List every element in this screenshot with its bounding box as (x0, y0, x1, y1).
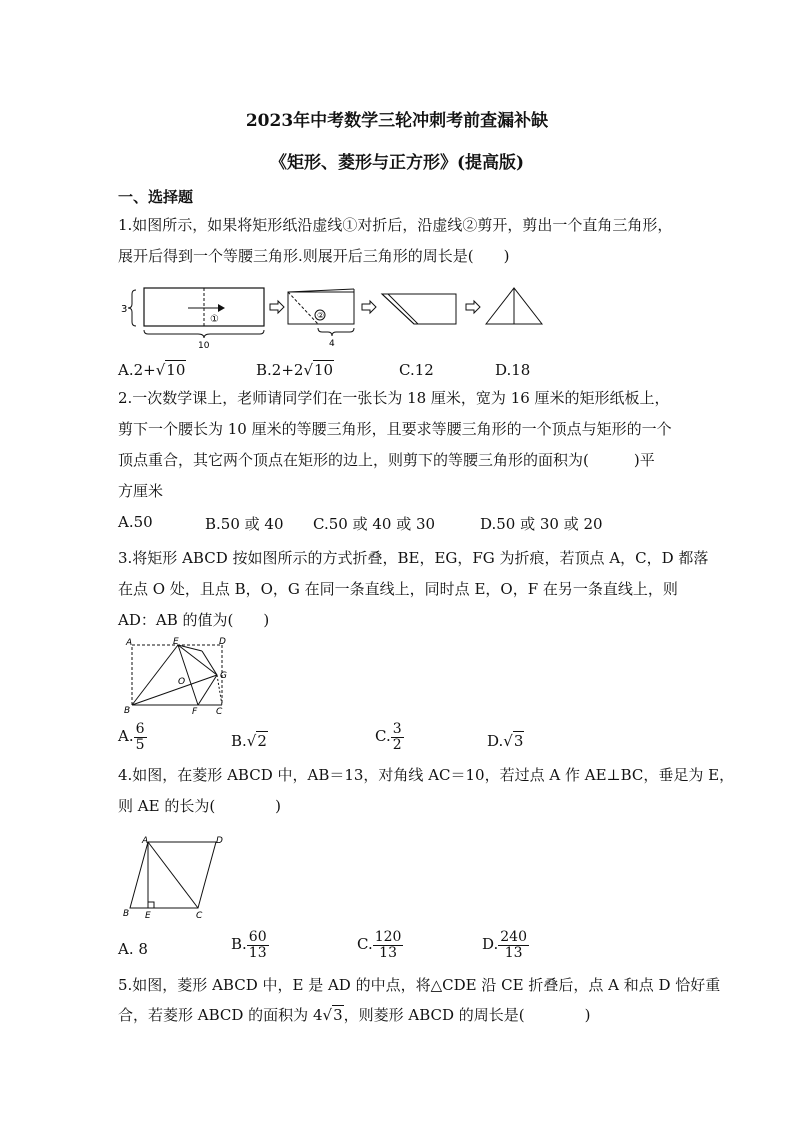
q2-option-b[interactable]: B.50 或 40 (205, 515, 284, 533)
q4-line-2: 则 AE 的长为( ) (118, 797, 282, 815)
q4-figure (118, 832, 234, 924)
q2-option-a[interactable]: A.50 (118, 513, 153, 531)
q3-label-g: G (220, 671, 227, 681)
q5-line-1: 5.如图，菱形 ABCD 中，E 是 AD 的中点，将△CDE 沿 CE 折叠后，点 A 和点 D 恰好重 (118, 976, 721, 994)
q1-label-4: 4 (329, 339, 335, 349)
q1-option-a[interactable]: A.2+√10 (118, 361, 186, 379)
q3-label-o: O (178, 677, 186, 687)
q1-mark-2: ② (317, 311, 325, 320)
q1-figure (118, 282, 548, 350)
q1-line-2: 展开后得到一个等腰三角形.则展开后三角形的周长是( ) (118, 247, 510, 265)
q3-figure (118, 635, 242, 717)
q2-line-2: 剪下一个腰长为 10 厘米的等腰三角形，且要求等腰三角形的一个顶点与矩形的一个 (118, 420, 672, 438)
q1-mark-1: ① (210, 314, 219, 325)
section-heading: 一、选择题 (118, 188, 194, 206)
q3-label-e: E (173, 637, 179, 647)
q4-label-a: A (142, 836, 149, 846)
q1-line-1: 1.如图所示，如果将矩形纸沿虚线①对折后，沿虚线②剪开，剪出一个直角三角形， (118, 216, 673, 234)
q4-option-b[interactable]: B. $\frac{60}{13}$ (231, 929, 267, 961)
q1-label-10: 10 (198, 341, 210, 350)
q3-line-1: 3.将矩形 ABCD 按如图所示的方式折叠，BE，EG，FG 为折痕，若顶点 A，C，D 都落 (118, 549, 709, 567)
q1-option-d[interactable]: D.18 (495, 361, 531, 379)
q3-option-d[interactable]: D.√3 (487, 732, 524, 750)
q4-label-d: D (216, 836, 223, 846)
q2-option-c[interactable]: C.50 或 40 或 30 (313, 515, 436, 533)
q3-line-3: AD：AB 的值为( ) (118, 611, 270, 629)
q3-option-c[interactable]: C. $\frac{3}{2}$ (375, 721, 402, 753)
q2-line-1: 2.一次数学课上，老师请同学们在一张长为 18 厘米，宽为 16 厘米的矩形纸板上， (118, 389, 670, 407)
q3-option-b[interactable]: B.√2 (231, 732, 267, 750)
q4-option-a[interactable]: A. 8 (118, 940, 148, 958)
q3-label-d: D (219, 637, 226, 647)
q3-option-a[interactable]: A. $\frac{6}{5}$ (118, 721, 145, 753)
q4-label-b: B (123, 909, 130, 919)
q2-option-d[interactable]: D.50 或 30 或 20 (480, 515, 603, 533)
q3-label-f: F (192, 707, 198, 717)
q3-line-2: 在点 O 处，且点 B，O，G 在同一条直线上，同时点 E，O，F 在另一条直线上，则 (118, 580, 678, 598)
q1-option-b[interactable]: B.2+2√10 (256, 361, 334, 379)
document-title: 2023年中考数学三轮冲刺考前查漏补缺 (245, 111, 549, 131)
q1-option-c[interactable]: C.12 (399, 361, 434, 379)
q5-line-2: 合，若菱形 ABCD 的面积为 4√3，则菱形 ABCD 的周长是( ) (118, 1006, 591, 1024)
q1-label-3: 3 (121, 304, 128, 315)
document-subtitle: 《矩形、菱形与正方形》(提高版) (269, 153, 525, 173)
q2-line-4: 方厘米 (118, 482, 164, 500)
q4-label-e: E (145, 911, 151, 921)
q3-label-c: C (216, 707, 223, 717)
q3-label-a: A (126, 638, 133, 648)
q4-option-d[interactable]: D. $\frac{240}{13}$ (482, 929, 527, 961)
q2-line-3: 顶点重合，其它两个顶点在矩形的边上，则剪下的等腰三角形的面积为( )平 (118, 451, 655, 469)
q3-label-b: B (124, 706, 131, 716)
q4-option-c[interactable]: C. $\frac{120}{13}$ (357, 929, 402, 961)
q4-label-c: C (196, 911, 203, 921)
q4-line-1: 4.如图，在菱形 ABCD 中，AB＝13，对角线 AC＝10，若过点 A 作 AE⊥BC，垂足为 E， (118, 766, 735, 784)
